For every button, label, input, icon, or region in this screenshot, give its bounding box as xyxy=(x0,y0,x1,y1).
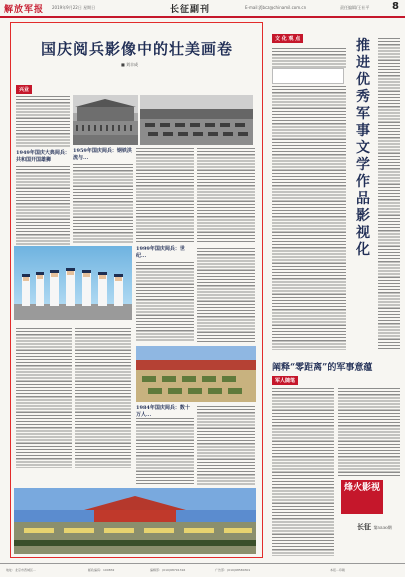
section-name: 长征副刊 xyxy=(170,5,211,15)
text-block xyxy=(272,388,334,556)
header-date: 2019年9月22日 星期日 xyxy=(52,5,96,10)
feature-seal: 烽火影视 xyxy=(341,480,383,514)
text-block xyxy=(338,388,400,476)
right-article-title: 推进优秀军事文学作品影视化 xyxy=(356,38,370,258)
text-block xyxy=(73,164,133,244)
text-block xyxy=(16,328,72,468)
footer-tel-ads: 广告部：(010)68580301 xyxy=(215,568,251,572)
text-block xyxy=(75,328,131,468)
text-block xyxy=(197,248,255,342)
header-editor: 责任编辑/王社平 xyxy=(340,5,370,10)
photo-parade-square xyxy=(136,346,256,402)
text-block xyxy=(136,262,194,342)
text-block xyxy=(136,418,194,486)
text-block xyxy=(272,86,346,350)
changzheng-mark: 长征 第5530期 xyxy=(357,522,392,531)
subhead-1949: 1949年国庆大典阅兵：共和国开国雄狮 xyxy=(16,150,70,163)
text-block xyxy=(197,406,255,486)
subhead-1999: 1999年国庆阅兵：世纪... xyxy=(136,246,185,259)
subhead-1959: 1959年国庆阅兵：钢铁洪流与... xyxy=(73,148,132,161)
military-essay-title: 阐释“零距离”的军事意蕴 xyxy=(272,363,373,373)
photo-1959-parade xyxy=(140,95,253,145)
page-number: 8 xyxy=(392,1,399,12)
footer-post: 邮政编码：100832 xyxy=(88,568,115,572)
footer-print: 本报...印刷 xyxy=(330,568,345,572)
footer-tel-editorial: 编辑部：(010)68791316 xyxy=(150,568,186,572)
photo-navy-sailors xyxy=(14,246,132,320)
text-block xyxy=(16,96,70,148)
text-block xyxy=(16,166,70,246)
page-header xyxy=(0,0,405,18)
photo-1949-parade xyxy=(73,95,138,145)
header-email: E-mail:jfjbcz@chinamil.com.cn xyxy=(245,5,307,10)
author-box xyxy=(272,68,344,84)
essay-tag: 军人随笔 xyxy=(272,376,298,385)
page-footer xyxy=(0,563,405,577)
text-block xyxy=(378,38,400,350)
article-title: 国庆阅兵影像中的壮美画卷 xyxy=(40,40,233,58)
masthead-logo: 解放军报 xyxy=(4,5,45,15)
section-tag: 兴业 xyxy=(16,85,32,94)
article-byline: ■ 刘丰成 xyxy=(121,62,139,67)
text-block xyxy=(136,148,194,244)
footer-address: 地址：北京市西城区... xyxy=(6,568,36,572)
subhead-1984: 1984年国庆阅兵：数十万人... xyxy=(136,405,190,418)
photo-tiananmen-panorama xyxy=(14,488,256,554)
text-block xyxy=(197,148,255,244)
text-block xyxy=(272,48,346,68)
culture-tag: 文 化 观 点 xyxy=(272,34,303,43)
